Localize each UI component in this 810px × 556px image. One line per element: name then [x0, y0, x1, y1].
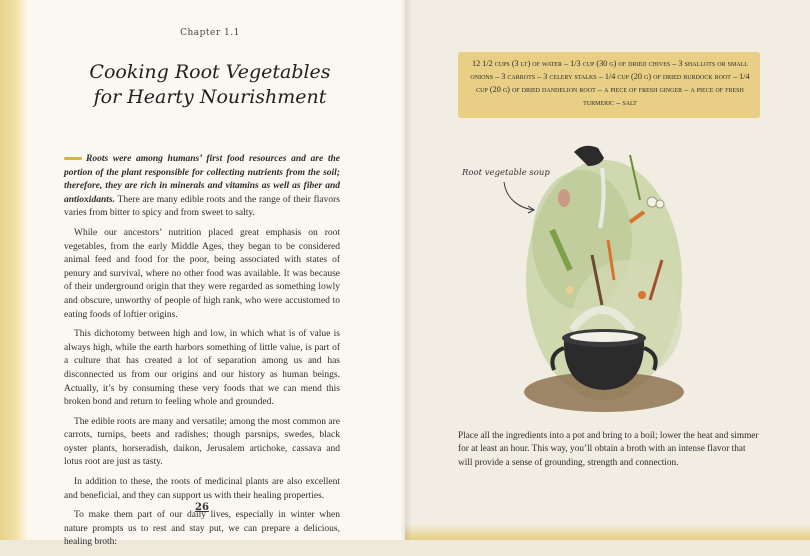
book-gutter: [400, 0, 412, 540]
title-line-1: Cooking Root Vegetables: [89, 61, 331, 83]
chapter-label: Chapter 1.1: [180, 28, 240, 38]
title-line-2: for Hearty Nourishment: [93, 86, 327, 108]
left-edge-watercolor: [0, 0, 28, 540]
lead-emphasis: Roots were among humans’ first food resources and are the portion of the plant responsible for collecting nutrients from the soil; therefore, they are rich in minerals and vitamins as well as fiber and antioxidants.: [64, 154, 340, 205]
paragraph: While our ancestors’ nutrition placed great emphasis on root vegetables, from the early Middle Ages, they began to be considered animal feed and food for the poor, being associated with states of penury and survival, where no other food was available. It was because of their underground origin that they were regarded as something lowly and obscure, unworthy of people of high rank, who were accustomed to eating foods of loftier origins.: [64, 227, 340, 320]
illustration-label: Root vegetable soup: [462, 168, 550, 178]
body-text: [64, 153, 340, 556]
recipe-instructions: Place all the ingredients into a pot and bring to a boil; lower the heat and simmer for at least an hour. This way, you’ll obtain a broth with an intense flavor that will provide a sense of grounding, strength and connection.: [458, 431, 759, 468]
lead-paragraph: [64, 153, 340, 221]
paragraph: This dichotomy between high and low, in which what is of value is always high, while the earth harbors something of little value, is part of a culture that has created a lot of separation among us and has disconnected us from our origins and our history as human beings. Actually, it’s by consuming these very foods that we can mend this broken bond and return to feeling whole and grounded.: [64, 329, 340, 408]
soup-pot-illustration: [512, 130, 692, 415]
bottom-edge-watercolor: [405, 524, 810, 540]
page-number: 26: [195, 502, 209, 513]
paragraph: To make them part of our daily lives, especially in winter when nature prompts us to rest and stay put, we can prepare a delicious, healing broth:: [64, 510, 340, 548]
paragraph: The edible roots are many and versatile; among the most common are carrots, turnips, beets and radishes; though parsnips, swedes, black oyster plants, horseradish, daikon, Jerusalem artichoke, cassava and lotus root are just as tasty.: [64, 416, 340, 468]
ingredients-list: 12 1/2 cups (3 lt) of water – 1/3 cup (30 g) of dried chives – 3 shallots or small onions – 3 carrots – 3 celery stalks – 1/4 cup (20 g) of dried burdock root – 1/4 cup (20 g) of dried dandelion root – a piece of fresh ginger – a piece of fresh turmeric – salt: [470, 59, 750, 107]
lead-dash-ornament: [64, 157, 82, 160]
paragraph: In addition to these, the roots of medicinal plants are also excellent and beneficial, and they can support us with their healing properties.: [64, 477, 340, 501]
chapter-title: [60, 60, 360, 110]
lead-rest: There are many edible roots and the range of their flavors varies from bitter to spicy and from sweet to salty.: [64, 194, 340, 219]
